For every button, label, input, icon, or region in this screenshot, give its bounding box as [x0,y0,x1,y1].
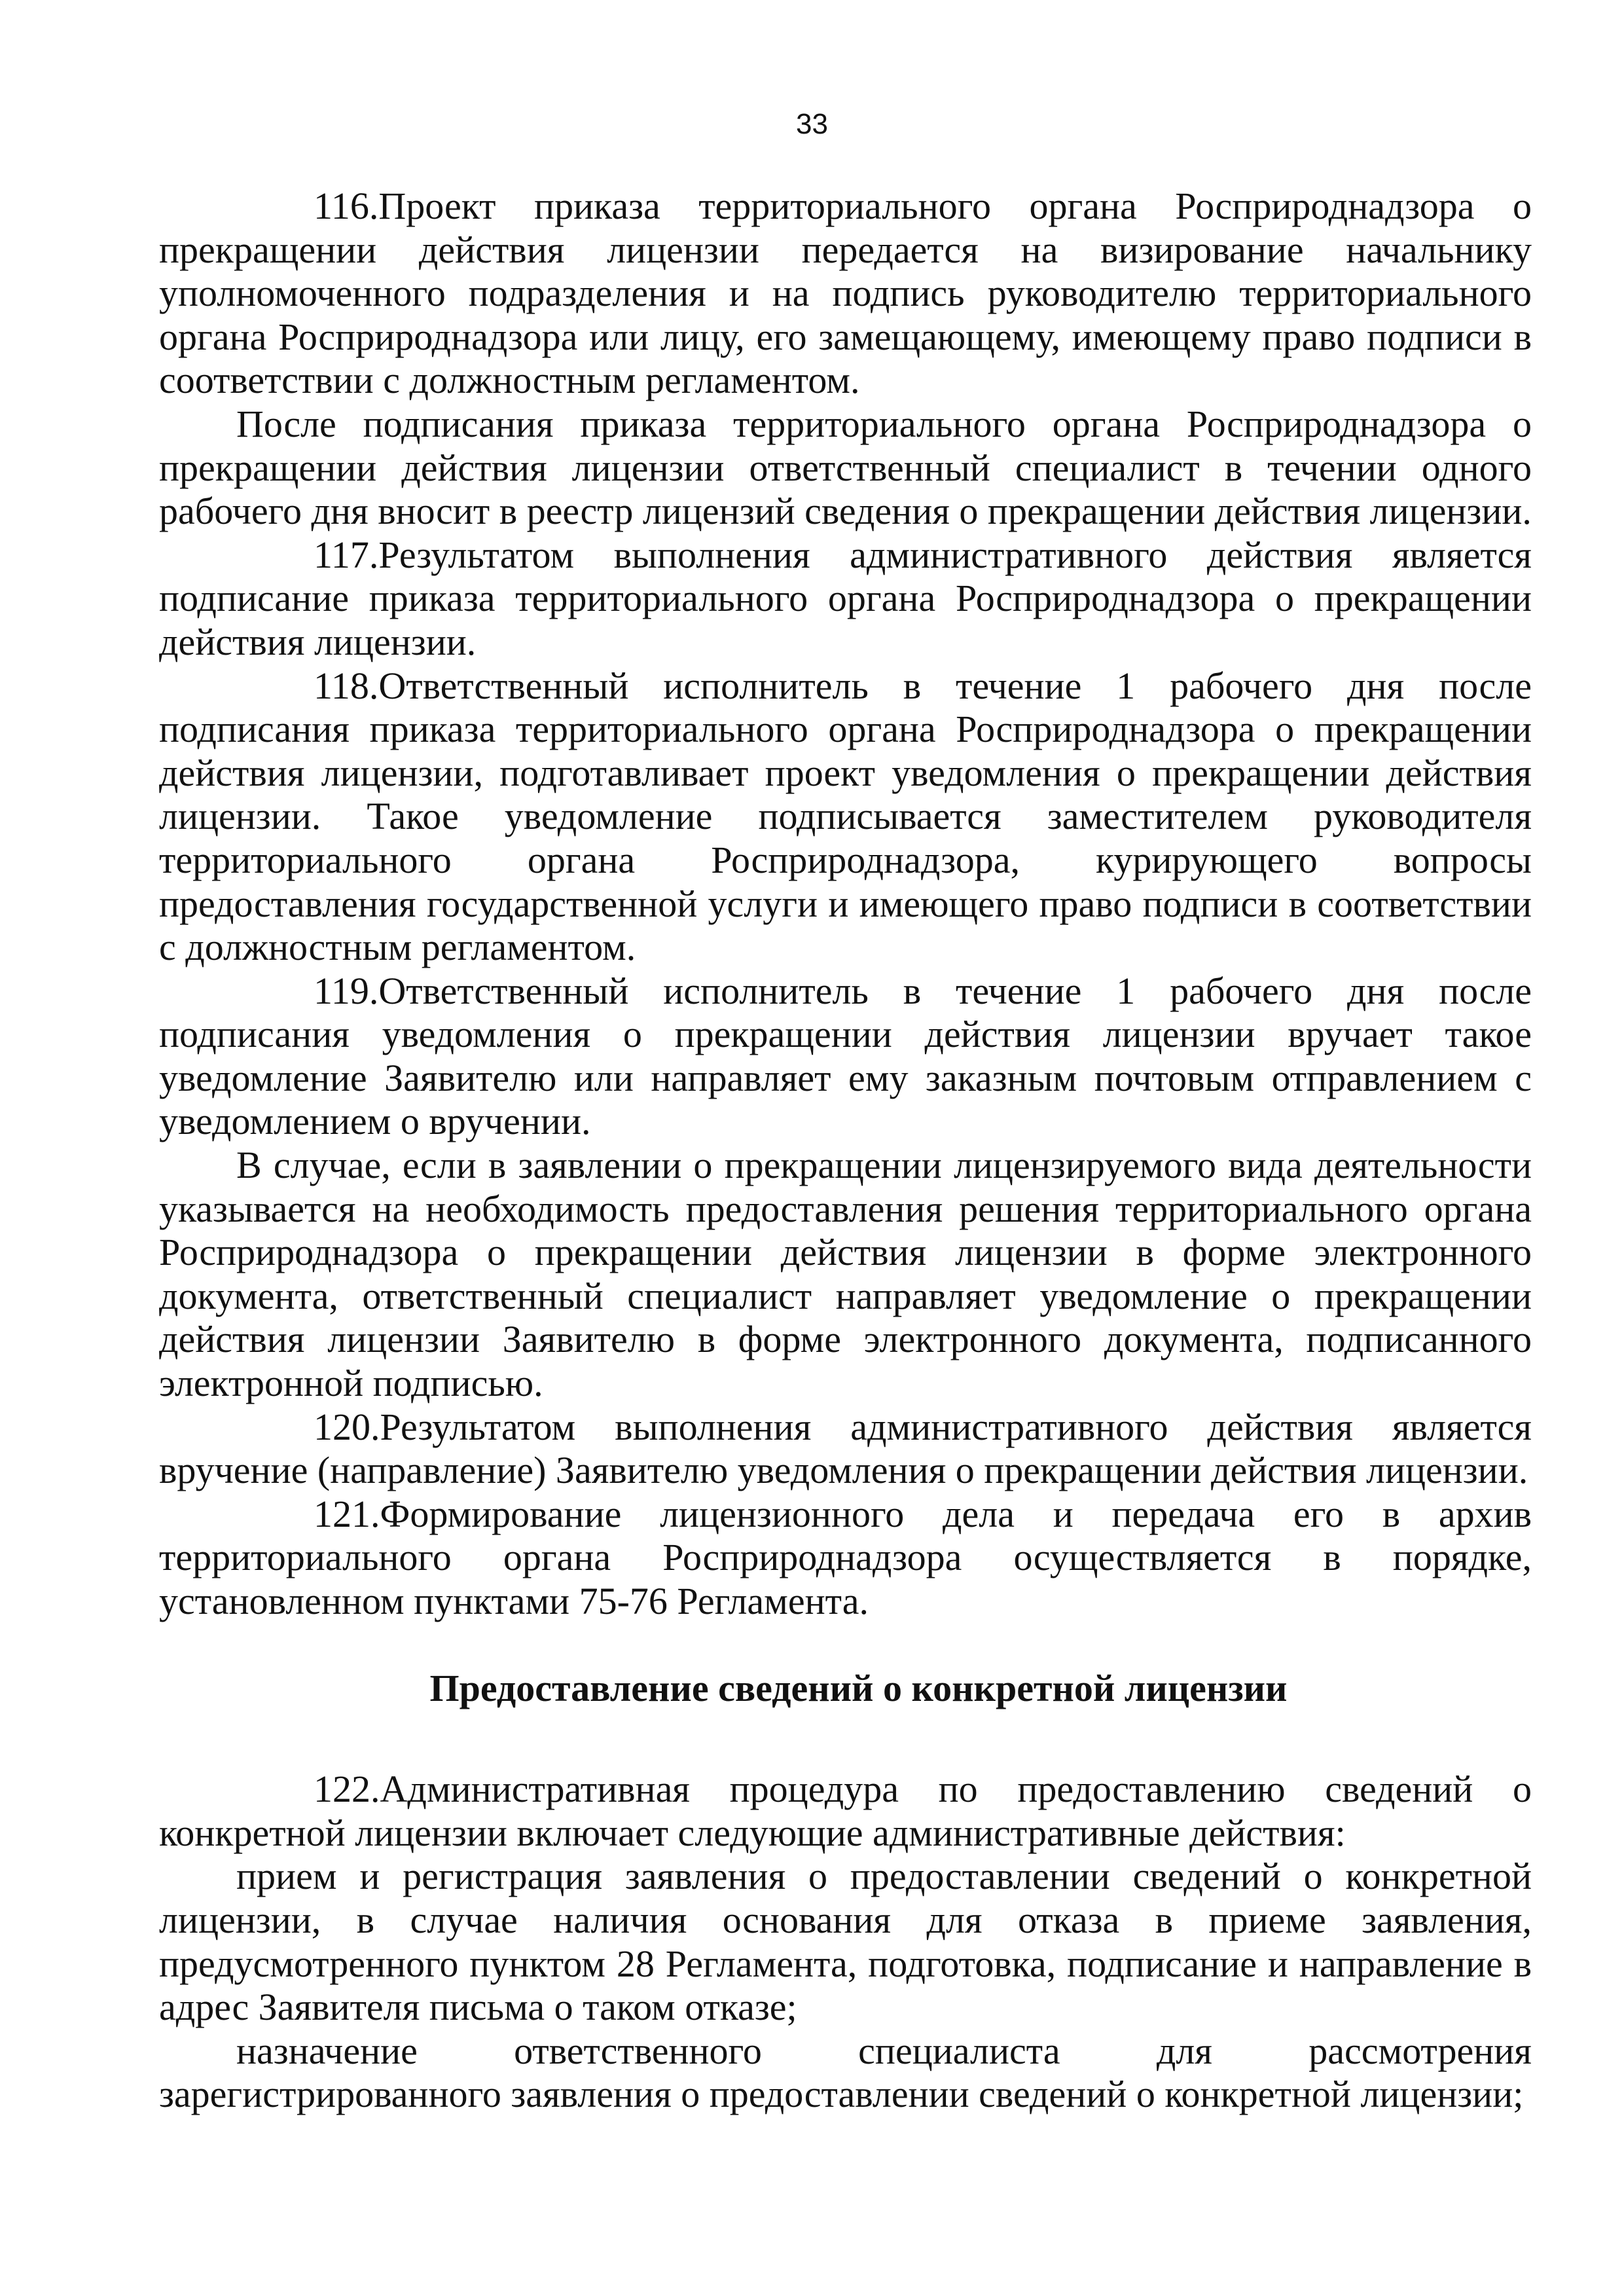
paragraph-number: 120. [314,1405,380,1448]
paragraph-text: Проект приказа территориального органа Росприроднадзора о прекращении действия лицензии передается на визирование начальнику уполномоченного подразделения и на подпись руководителю территориального органа Росприроднадзора или лицу, его замещающему, имеющему право подписи в соответствии с должностным регламентом. [159,185,1532,402]
paragraph-text: Результатом выполнения административного действия является вручение (направление) Заявителю уведомления о прекращении действия лицензии. [159,1405,1532,1492]
section-heading: Предоставление сведений о конкретной лицензии [429,1666,1288,1709]
document-body [159,185,1532,2117]
paragraph [159,1144,1532,1406]
paragraph [159,1855,1532,2029]
page-number: 33 [796,108,828,140]
paragraph-number: 116. [314,185,379,227]
paragraph-group-before-heading [159,185,1532,1624]
paragraph-number: 122. [314,1768,380,1811]
numbered-paragraph [159,185,1532,403]
paragraph-group-after-heading [159,1768,1532,2117]
numbered-paragraph [159,1493,1532,1624]
paragraph-text: назначение ответственного специалиста для рассмотрения зарегистрированного заявления о предоставлении сведений о конкретной лицензии; [159,2029,1532,2116]
paragraph-text: прием и регистрация заявления о предоставлении сведений о конкретной лицензии, в случае наличия основания для отказа в приеме заявления, предусмотренного пунктом 28 Регламента, подготовка, подписание и направление в адрес Заявителя письма о таком отказе; [159,1855,1532,2029]
paragraph-text: Результатом выполнения административного действия является подписание приказа территориального органа Росприроднадзора о прекращении действия лицензии. [159,533,1532,663]
paragraph-number: 118. [314,664,379,707]
numbered-paragraph [159,665,1532,970]
numbered-paragraph [159,970,1532,1144]
paragraph-text: Ответственный исполнитель в течение 1 рабочего дня после подписания уведомления о прекращении действия лицензии вручает такое уведомление Заявителю или направляет ему заказным почтовым отправлением с уведомлением о вручении. [159,969,1532,1143]
paragraph-number: 117. [314,533,379,576]
paragraph-text: Ответственный исполнитель в течение 1 рабочего дня после подписания приказа территориального органа Росприроднадзора о прекращении действия лицензии, подготавливает проект уведомления о прекращении действия лицензии. Такое уведомление подписывается заместителем руководителя территориального органа Росприроднадзора, курирующего вопросы предоставления государственной услуги и имеющего право подписи в соответствии с должностным регламентом. [159,664,1532,969]
paragraph [159,403,1532,534]
paragraph [159,2030,1532,2117]
numbered-paragraph [159,1406,1532,1493]
paragraph-number: 119. [314,969,379,1012]
numbered-paragraph [159,1768,1532,1855]
paragraph-text: В случае, если в заявлении о прекращении лицензируемого вида деятельности указывается на необходимость предоставления решения территориального органа Росприроднадзора о прекращении действия лицензии в форме электронного документа, ответственный специалист направляет уведомление о прекращении действия лицензии Заявителю в форме электронного документа, подписанного электронной подписью. [159,1144,1532,1405]
paragraph-number: 121. [314,1492,380,1535]
paragraph-text: После подписания приказа территориального органа Росприроднадзора о прекращении действия лицензии ответственный специалист в течении одного рабочего дня вносит в реестр лицензий сведения о прекращении действия лицензии. [159,402,1532,533]
paragraph-text: Формирование лицензионного дела и передача его в архив территориального органа Росприроднадзора осуществляется в порядке, установленном пунктами 75-76 Регламента. [159,1492,1532,1622]
numbered-paragraph [159,534,1532,665]
paragraph-text: Административная процедура по предоставлению сведений о конкретной лицензии включает следующие административные действия: [159,1768,1532,1854]
